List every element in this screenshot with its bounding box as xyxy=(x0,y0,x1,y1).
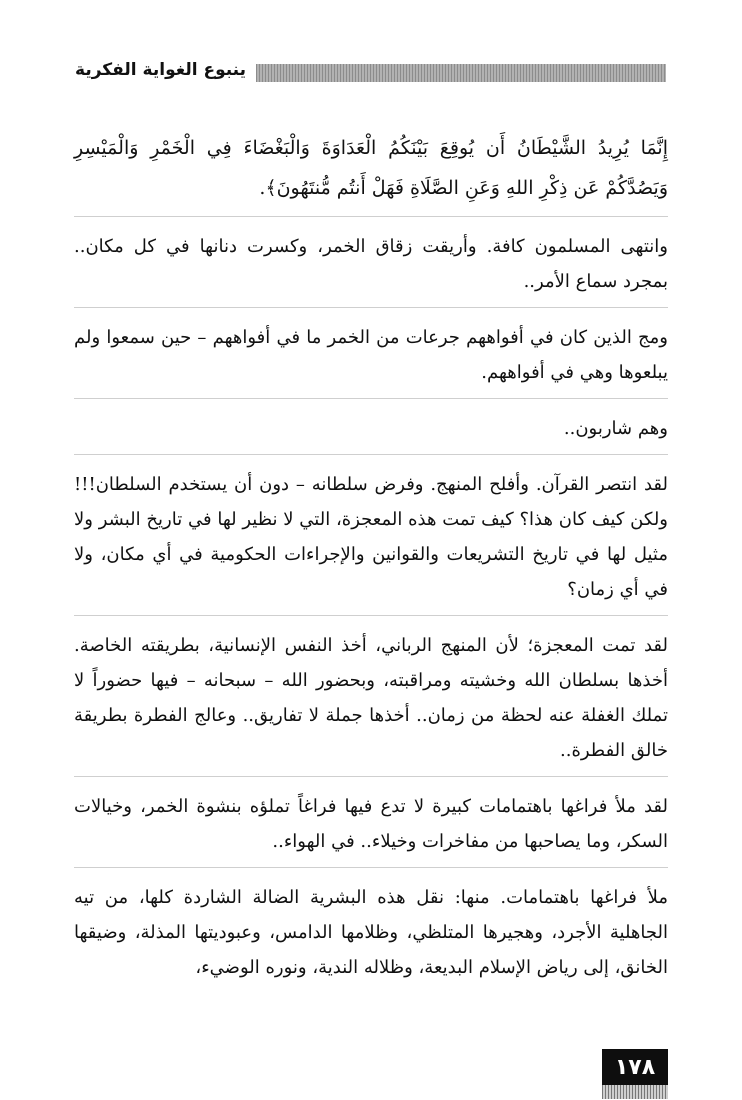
paragraph: وهم شاربون.. xyxy=(563,418,668,439)
paragraph: ومج الذين كان في أفواههم جرعات من الخمر ما في أفواههم – حين سمعوا ولم يبلعوها وهي في أفواههم. xyxy=(74,327,668,383)
paragraph: وانتهى المسلمون كافة. وأريقت زقاق الخمر، وكسرت دنانها في كل مكان.. بمجرد سماع الأمر.. xyxy=(74,236,668,292)
page-number-screen-pattern xyxy=(602,1085,668,1099)
quran-verse: إِنَّمَا يُرِيدُ الشَّيْطَانُ أَن يُوقِعَ بَيْنَكُمُ الْعَدَاوَةَ وَالْبَغْضَاءَ فِي الْخَمْرِ وَالْمَيْسِرِ وَيَصُدَّكُمْ عَن ذِكْرِ اللهِ وَعَنِ الصَّلَاةِ فَهَلْ أَنتُم مُّنتَهُونَ﴾. xyxy=(74,137,668,199)
paragraph-divider xyxy=(74,216,668,217)
paragraph: لقد انتصر القرآن. وأفلح المنهج. وفرض سلطانه – دون أن يستخدم السلطان!!! ولكن كيف كان هذا؟ كيف تمت هذه المعجزة، التي لا نظير لها في تاريخ البشر ولا مثيل لها في تاريخ التشريعات والقوانين والإجراءات الحكومية في أي مكان، ولا في أي زمان؟ xyxy=(74,474,669,600)
page-body xyxy=(74,128,668,985)
paragraph: لقد ملأ فراغها باهتمامات كبيرة لا تدع فيها فراغاً تملؤه بنشوة الخمر، وخيالات السكر، وما يصاحبها من مفاخرات وخيلاء.. في الهواء.. xyxy=(74,796,668,852)
paragraph: لقد تمت المعجزة؛ لأن المنهج الرباني، أخذ النفس الإنسانية، بطريقته الخاصة. أخذها بسلطان الله وخشيته ومراقبته، وبحضور الله – سبحانه – فيها حضوراً لا تملك الغفلة عنه لحظة من زمان.. أخذها جملة لا تفاريق.. وعالج الفطرة بطريقة خالق الفطرة.. xyxy=(74,635,668,761)
paragraph-divider xyxy=(74,615,668,616)
paragraph: ملأ فراغها باهتمامات. منها: نقل هذه البشرية الضالة الشاردة كلها، من تيه الجاهلية الأجرد، وهجيرها المتلظي، وظلامها الدامس، وعبوديتها المذلة، وضيقها الخانق، إلى رياض الإسلام البديعة، وظلاله الندية، ونوره الوضيء، xyxy=(74,887,668,978)
paragraph-divider xyxy=(74,454,668,455)
page-number-box xyxy=(602,1049,668,1085)
header-decorative-bar xyxy=(256,64,666,82)
paragraph-divider xyxy=(74,867,668,868)
paragraph-divider xyxy=(74,307,668,308)
page-number: ١٧٨ xyxy=(614,1054,656,1080)
paragraph-divider xyxy=(74,776,668,777)
paragraph-divider xyxy=(74,398,668,399)
running-header-title: ينبوع الغواية الفكرية xyxy=(75,60,246,80)
